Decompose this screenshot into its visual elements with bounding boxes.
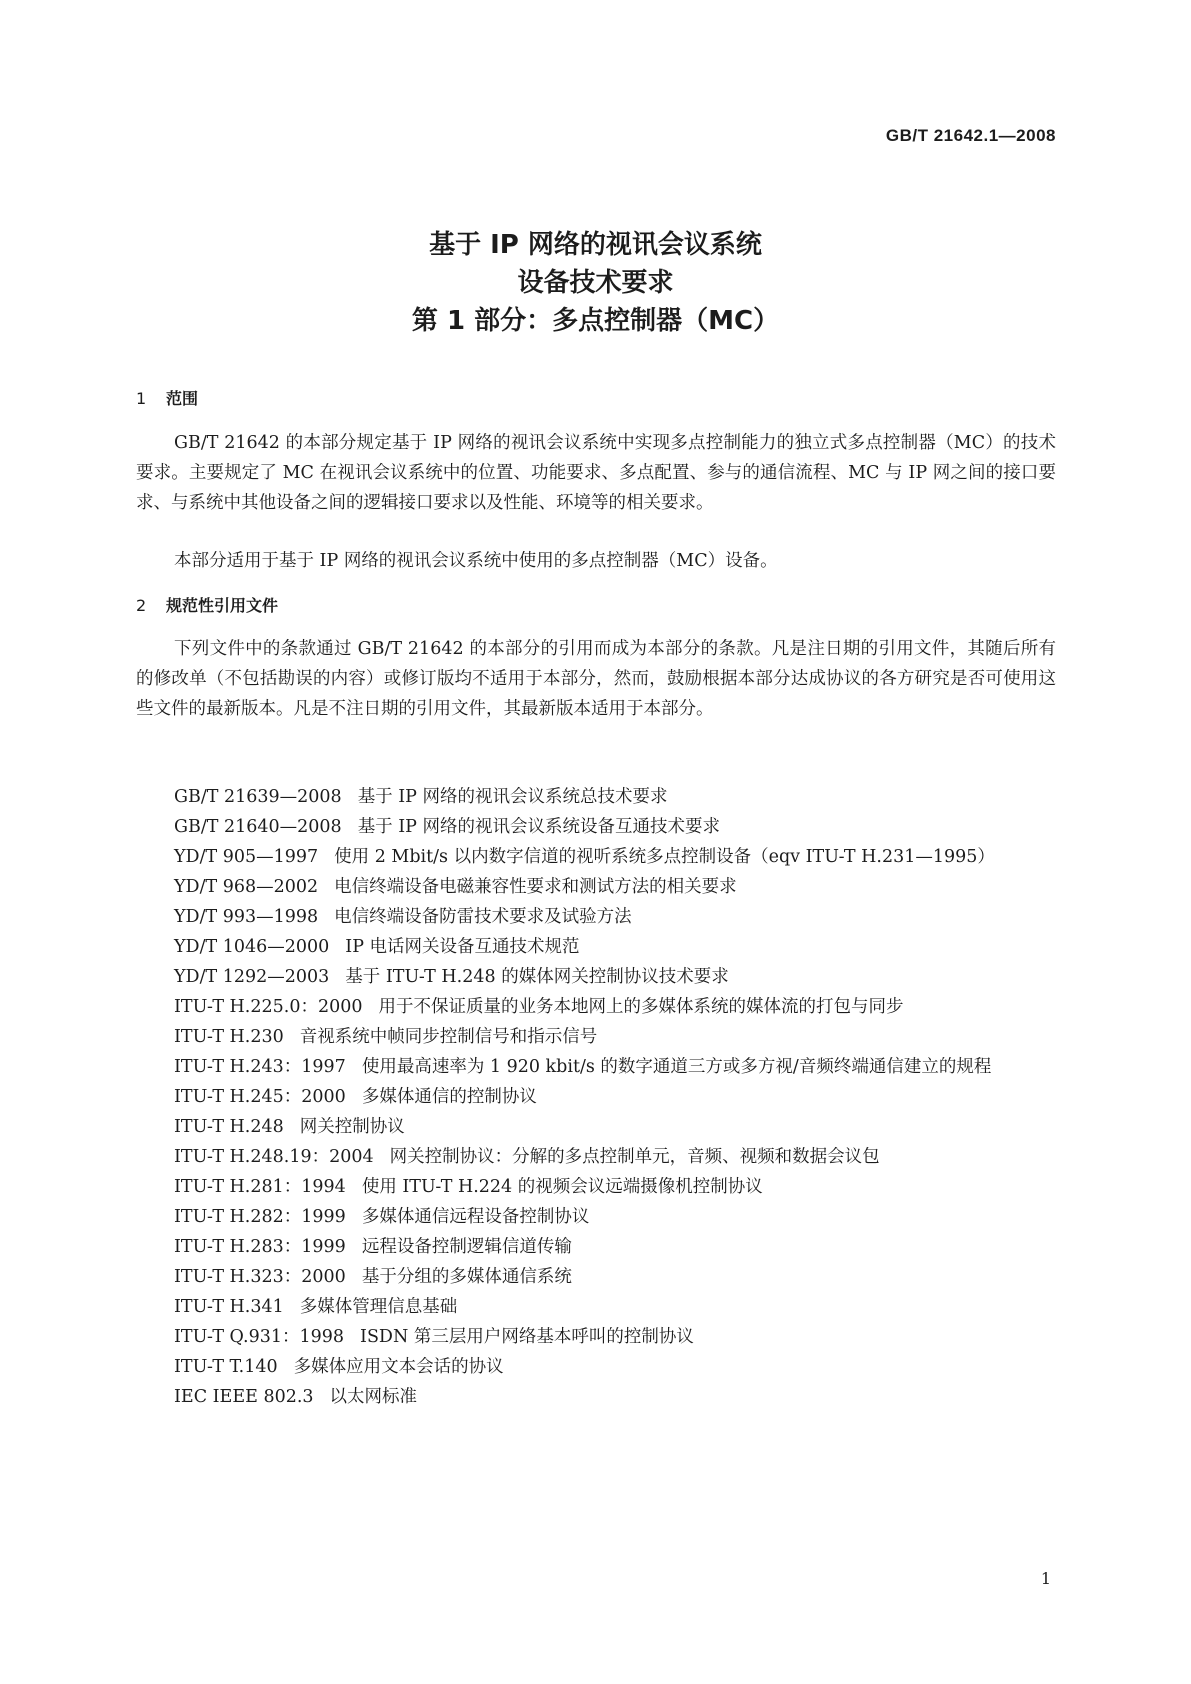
reference-code: ITU-T H.243：1997 [174,1057,346,1077]
reference-item [136,902,1056,932]
reference-item [136,872,1056,902]
reference-item [136,1112,1056,1142]
reference-item [136,992,1056,1022]
reference-code: ITU-T H.248 [174,1117,284,1137]
section-1-paragraph-2: 本部分适用于基于 IP 网络的视讯会议系统中使用的多点控制器（MC）设备。 [174,551,778,571]
reference-code: ITU-T Q.931：1998 [174,1327,345,1347]
reference-title: 基于 IP 网络的视讯会议系统总技术要求 [357,787,668,807]
title-line-2: 设备技术要求 [517,268,674,298]
reference-code: ITU-T T.140 [174,1357,278,1377]
reference-item [136,1022,1056,1052]
reference-title: 基于分组的多媒体通信系统 [361,1267,572,1287]
reference-item [136,842,1056,872]
reference-title: 用于不保证质量的业务本地网上的多媒体系统的媒体流的打包与同步 [378,997,904,1017]
reference-title: 使用 ITU-T H.224 的视频会议远端摄像机控制协议 [361,1177,763,1197]
reference-list [136,782,1056,1412]
reference-title: 多媒体应用文本会话的协议 [293,1357,504,1377]
reference-title: 多媒体通信远程设备控制协议 [361,1207,590,1227]
reference-code: GB/T 21639—2008 [174,787,342,807]
reference-code: ITU-T H.225.0：2000 [174,997,363,1017]
reference-title: 多媒体管理信息基础 [299,1297,458,1317]
reference-item [136,1262,1056,1292]
reference-item [136,1322,1056,1352]
section-1-heading [136,386,198,409]
reference-title: 网关控制协议 [299,1117,405,1137]
reference-title: 基于 ITU-T H.248 的媒体网关控制协议技术要求 [345,967,729,987]
reference-code: YD/T 1046—2000 [174,937,330,957]
reference-item [136,812,1056,842]
section-2-intro: 下列文件中的条款通过 GB/T 21642 的本部分的引用而成为本部分的条款。凡是注日期的引用文件，其随后所有的修改单（不包括勘误的内容）或修订版均不适用于本部分，然而，鼓励根据本部分达成协议的各方研究是否可使用这些文件的最新版本。凡是不注日期的引用文件，其最新版本适用于本部分。 [136,639,1056,719]
reference-item [136,1142,1056,1172]
section-2-heading [136,593,278,616]
reference-title: 多媒体通信的控制协议 [361,1087,537,1107]
document-title [0,226,1191,340]
title-line-3: 第 1 部分：多点控制器（MC） [411,306,780,336]
reference-code: ITU-T H.245：2000 [174,1087,346,1107]
reference-title: 远程设备控制逻辑信道传输 [361,1237,572,1257]
reference-title: 音视系统中帧同步控制信号和指示信号 [299,1027,598,1047]
reference-item [136,1292,1056,1322]
reference-item [136,1352,1056,1382]
reference-code: YD/T 968—2002 [174,877,319,897]
section-1-paragraph-1: GB/T 21642 的本部分规定基于 IP 网络的视讯会议系统中实现多点控制能力的独立式多点控制器（MC）的技术要求。主要规定了 MC 在视讯会议系统中的位置、功能要求、多点配置、参与的通信流程、MC 与 IP 网之间的接口要求、与系统中其他设备之间的逻辑接口要求以及性能、环境等的相关要求。 [136,433,1056,513]
reference-code: ITU-T H.281：1994 [174,1177,346,1197]
section-2-title: 规范性引用文件 [166,596,279,615]
reference-item [136,962,1056,992]
reference-code: IEC IEEE 802.3 [174,1387,314,1407]
page-number: 1 [1040,1569,1051,1588]
reference-title: ISDN 第三层用户网络基本呼叫的控制协议 [360,1327,694,1347]
reference-title: 使用 2 Mbit/s 以内数字信道的视听系统多点控制设备（eqv ITU-T H.231—1995） [334,847,995,867]
reference-code: ITU-T H.248.19：2004 [174,1147,374,1167]
reference-item [136,1172,1056,1202]
title-line-1: 基于 IP 网络的视讯会议系统 [429,230,762,260]
reference-title: 网关控制协议：分解的多点控制单元，音频、视频和数据会议包 [389,1147,880,1167]
reference-title: IP 电话网关设备互通技术规范 [345,937,580,957]
reference-item [136,782,1056,812]
reference-title: 电信终端设备防雷技术要求及试验方法 [334,907,632,927]
reference-code: ITU-T H.230 [174,1027,284,1047]
reference-item [136,1382,1056,1412]
reference-code: YD/T 1292—2003 [174,967,330,987]
reference-code: ITU-T H.282：1999 [174,1207,346,1227]
reference-code: ITU-T H.341 [174,1297,284,1317]
standard-code: GB/T 21642.1—2008 [885,126,1056,145]
reference-item [136,1052,1056,1082]
reference-title: 基于 IP 网络的视讯会议系统设备互通技术要求 [357,817,720,837]
reference-title: 以太网标准 [329,1387,418,1407]
reference-code: ITU-T H.323：2000 [174,1267,346,1287]
section-1-number: 1 [136,389,147,408]
reference-code: GB/T 21640—2008 [174,817,342,837]
reference-code: YD/T 993—1998 [174,907,319,927]
reference-item [136,1232,1056,1262]
reference-title: 电信终端设备电磁兼容性要求和测试方法的相关要求 [334,877,737,897]
reference-title: 使用最高速率为 1 920 kbit/s 的数字通道三方或多方视/音频终端通信建立的规程 [361,1057,992,1077]
section-2-number: 2 [136,596,147,615]
reference-code: ITU-T H.283：1999 [174,1237,346,1257]
reference-item [136,1082,1056,1112]
reference-item [136,932,1056,962]
reference-item [136,1202,1056,1232]
section-1-title: 范围 [166,389,199,408]
reference-code: YD/T 905—1997 [174,847,319,867]
